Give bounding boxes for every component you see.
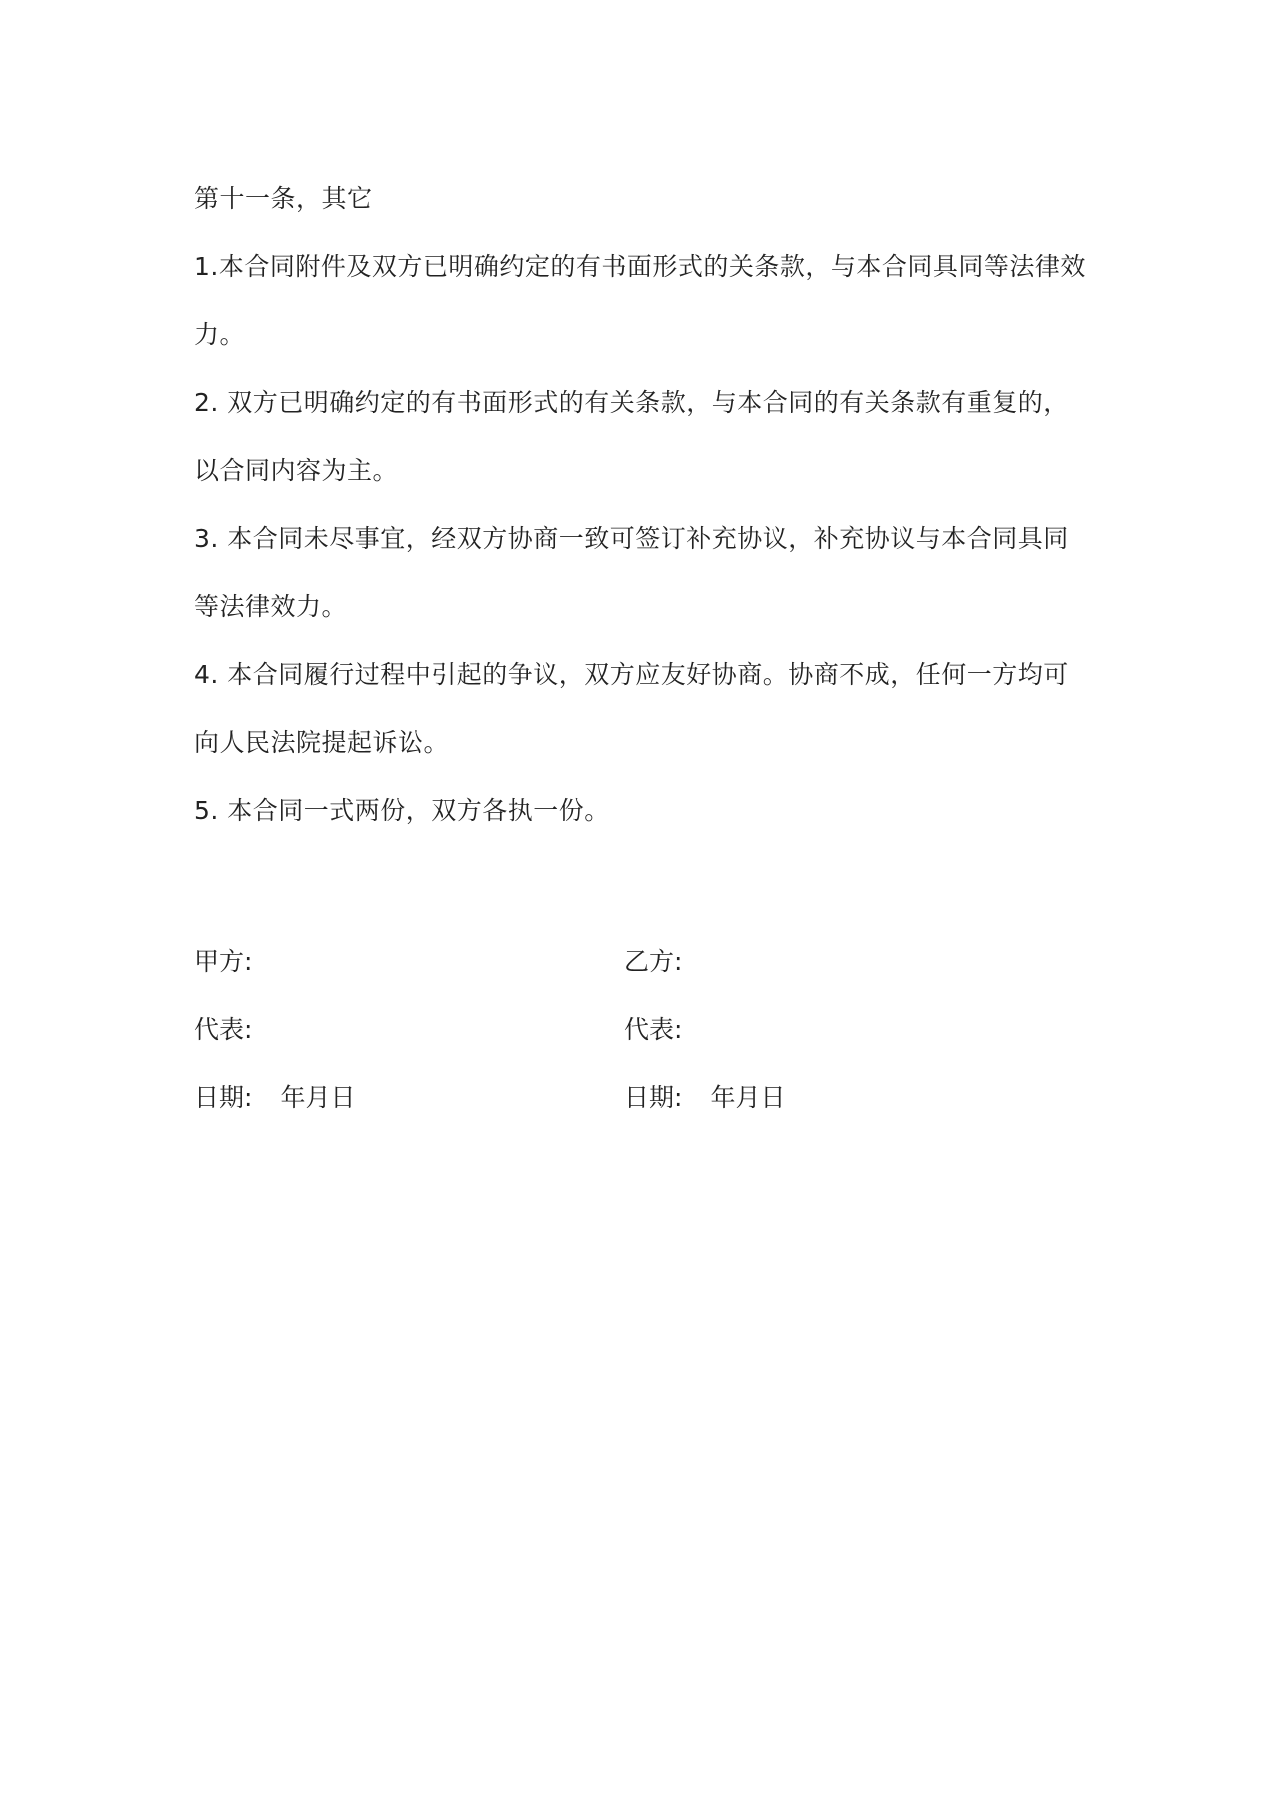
party-b-label: 乙方: (624, 947, 683, 976)
party-a-date (194, 1064, 355, 1132)
party-a-date-value: 年月日 (280, 1083, 356, 1112)
signature-block (194, 928, 1094, 1132)
representative-row (194, 996, 1094, 1064)
clause-4-line-2: 向人民法院提起诉讼。 (194, 728, 450, 757)
clause-2-line-2: 以合同内容为主。 (194, 456, 399, 485)
party-b-date-value: 年月日 (710, 1083, 786, 1112)
party-a-date-label: 日期: (194, 1083, 253, 1112)
contract-body (194, 165, 1094, 845)
date-row (194, 1064, 1094, 1132)
party-row (194, 928, 1094, 996)
clause-5-line-1: 5. 本合同一式两份，双方各执一份。 (194, 796, 610, 825)
clause-2-line-1: 2. 双方已明确约定的有书面形式的有关条款，与本合同的有关条款有重复的， (194, 388, 1069, 417)
party-a-representative-label: 代表: (194, 1015, 253, 1044)
section-heading: 第十一条，其它 (194, 184, 373, 213)
clause-1-line-1: 1.本合同附件及双方已明确约定的有书面形式的关条款，与本合同具同等法律效 (194, 252, 1086, 281)
clause-4-line-1: 4. 本合同履行过程中引起的争议，双方应友好协商。协商不成，任何一方均可 (194, 660, 1069, 689)
party-b-representative-label: 代表: (624, 1015, 683, 1044)
party-b-date (624, 1064, 785, 1132)
clause-3-line-2: 等法律效力。 (194, 592, 348, 621)
party-a-label: 甲方: (194, 947, 253, 976)
clause-3-line-1: 3. 本合同未尽事宜，经双方协商一致可签订补充协议，补充协议与本合同具同 (194, 524, 1069, 553)
clause-1-line-2: 力。 (194, 320, 246, 349)
party-b-date-label: 日期: (624, 1083, 683, 1112)
